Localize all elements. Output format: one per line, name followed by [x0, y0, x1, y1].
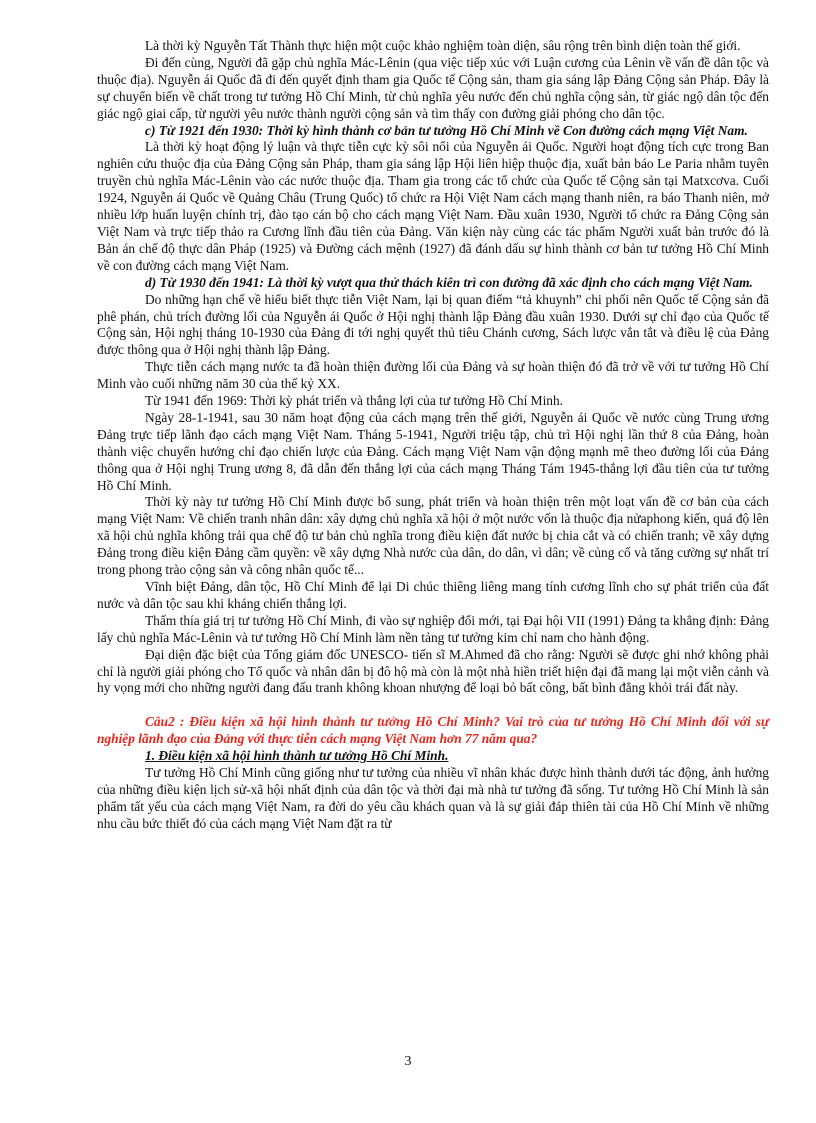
paragraph: Đại diện đặc biệt của Tổng giám đốc UNESCO- tiến sĩ M.Ahmed đã cho rằng: Người sẽ được ghi nhớ không phải chỉ là người giải phóng cho Tổ quốc và nhân dân bị đô hộ mà còn là một nhà hiền triết hiện đại đã mang lại một viễn cảnh và hy vọng mới cho những người đang đấu tranh không khoan nhượng để loại bỏ bất công, bất bình đẳng khỏi trái đất này.	[97, 646, 769, 696]
paragraph: Tư tưởng Hồ Chí Minh cũng giống như tư tưởng của nhiều vĩ nhân khác được hình thành dưới tác động, ảnh hưởng của những điều kiện lịch sử-xã hội nhất định của dân tộc và thời đại mà nhà tư tưởng đã sống. Tư tưởng Hồ Chí Minh là sản phẩm tất yếu của cách mạng Việt Nam, ra đời do yêu cầu khách quan và là sự giải đáp thiên tài của Hồ Chí Minh về những nhu cầu bức thiết đó của cách mạng Việt Nam đặt ra từ	[97, 765, 769, 831]
section-heading-c: c) Từ 1921 đến 1930: Thời kỳ hình thành cơ bản tư tưởng Hồ Chí Minh về Con đường cách mạng Việt Nam.	[145, 122, 748, 138]
subsection-heading: 1. Điều kiện xã hội hình thành tư tưởng Hồ Chí Minh.	[145, 748, 449, 764]
paragraph: Do những hạn chế về hiểu biết thực tiễn Việt Nam, lại bị quan điểm “tả khuynh” chi phối nên Quốc tế Cộng sản đã phê phán, chủ trích đường lối của Nguyễn ái Quốc ở Hội nghị thành lập Đảng đầu xuân 1930. Dưới sự chỉ đạo của Quốc tế Cộng sản, Hội nghị tháng 10-1930 của Đảng đi tới nghị quyết thủ tiêu Chánh cương, Sách lược vắn tắt và điều lệ của Đảng được thông qua ở Hội nghị thành lập Đảng.	[97, 291, 769, 358]
paragraph: Vĩnh biệt Đảng, dân tộc, Hồ Chí Minh để lại Di chúc thiêng liêng mang tính cương lĩnh cho sự phát triển của đất nước và dân tộc sau khi kháng chiến thắng lợi.	[97, 579, 769, 611]
paragraph: Là thời kỳ Nguyễn Tất Thành thực hiện một cuộc khảo nghiệm toàn diện, sâu rộng trên bình diện toàn thế giới.	[145, 38, 741, 53]
paragraph: Thấm thía giá trị tư tưởng Hồ Chí Minh, đi vào sự nghiệp đổi mới, tại Đại hội VII (1991) Đảng ta khẳng định: Đảng lấy chủ nghĩa Mác-Lênin và tư tưởng Hồ Chí Minh làm nền tảng tư tưởng kim chỉ nam cho hành động.	[97, 612, 769, 645]
question-heading: Câu2 : Điều kiện xã hội hình thành tư tưởng Hồ Chí Minh? Vai trò của tư tưởng Hồ Chí Minh đối với sự nghiệp lãnh đạo của Đảng với thực tiễn cách mạng Việt Nam hơn 77 năm qua?	[97, 714, 769, 747]
paragraph: Từ 1941 đến 1969: Thời kỳ phát triển và thắng lợi của tư tưởng Hồ Chí Minh.	[145, 393, 564, 409]
paragraph: Ngày 28-1-1941, sau 30 năm hoạt động của cách mạng trên thế giới, Nguyễn ái Quốc về nước cùng Trung ương Đảng trực tiếp lãnh đạo cách mạng Việt Nam. Tháng 5-1941, Người triệu tập, chủ trì Hội nghị lần thứ 8 của Đảng, hoàn thành việc chuyển hướng chỉ đạo chiến lược của Đảng. Cách mạng Việt Nam vận động mạnh mẽ theo đường lối của Đảng thông qua ở Hội nghị Trung ương 8, đã dẫn đến thắng lợi của cách mạng Tháng Tám 1945-thắng lợi đầu tiên của tư tưởng Hồ Chí Minh.	[97, 409, 769, 493]
paragraph: Đi đến cùng, Người đã gặp chủ nghĩa Mác-Lênin (qua việc tiếp xúc với Luận cương của Lênin về vấn đề dân tộc và thuộc địa). Nguyễn ái Quốc đã đi đến quyết định tham gia Quốc tế Cộng sản, tham gia sáng lập Đảng Cộng sản Pháp. Đây là sự chuyển biến về chất trong tư tưởng Hồ Chí Minh, từ chủ nghĩa yêu nước đến chủ nghĩa cộng sản, từ giác ngộ dân tộc đến giác ngộ giai cấp, từ người yêu nước thành người cộng sản và tìm thấy con đường giải phóng cho dân tộc.	[97, 54, 769, 121]
paragraph: Thực tiễn cách mạng nước ta đã hoàn thiện đường lối của Đảng và sự hoàn thiện đó đã trở về với tư tưởng Hồ Chí Minh vào cuối những năm 30 của thế kỷ XX.	[97, 359, 769, 392]
paragraph: Thời kỳ này tư tưởng Hồ Chí Minh được bổ sung, phát triển và hoàn thiện trên một loạt vấn đề cơ bản của cách mạng Việt Nam: Về chiến tranh nhân dân: xây dựng chủ nghĩa xã hội ở một nước vốn là thuộc địa nửaphong kiến, quá độ lên xã hội chủ nghĩa không trải qua chế độ tư bản chủ nghĩa trong điều kiện đất nước bị chia cắt và có chiến tranh; về xây dựng Đảng trong điều kiện Đảng cầm quyền: về xây dựng Nhà nước của dân, do dân, vì dân; về củng cố và tăng cường sự nhất trí trong phong trào cộng sản và công nhân quốc tế...	[97, 494, 769, 578]
paragraph: Là thời kỳ hoạt động lý luận và thực tiễn cực kỳ sôi nổi của Nguyễn ái Quốc. Người hoạt động tích cực trong Ban nghiên cứu thuộc địa của Đảng Cộng sản Pháp, tham gia sáng lập Hội liên hiệp thuộc địa, xuất bản báo Le Paria nhằm tuyên truyền chủ nghĩa Mác-Lênin vào các nước thuộc địa. Tham gia trong các tổ chức của Quốc tế Cộng sản tại Matxcơva. Cuối 1924, Nguyễn ái Quốc về Quảng Châu (Trung Quốc) tổ chức ra Hội Việt Nam cách mạng thanh niên, ra báo Thanh niên, mở nhiều lớp huấn luyện chính trị, đào tạo cán bộ cho cách mạng Việt Nam. Đầu xuân 1930, Người tổ chức ra Đảng Cộng sản Việt Nam và trực tiếp thảo ra Cương lĩnh đầu tiên của Đảng. Văn kiện này cùng các tác phẩm Người xuất bản trước đó là Bản án chế độ thực dân Pháp (1925) và Đường cách mệnh (1927) đã đánh dấu sự hình thành cơ bản tư tưởng Hồ Chí Minh về con đường cách mạng Việt Nam.	[97, 139, 769, 273]
blank-line	[97, 697, 769, 714]
document-body	[97, 38, 769, 833]
page-number: 3	[404, 1054, 412, 1069]
section-heading-d: d) Từ 1930 đến 1941: Là thời kỳ vượt qua thử thách kiên trì con đường đã xác định cho cách mạng Việt Nam.	[145, 274, 753, 290]
